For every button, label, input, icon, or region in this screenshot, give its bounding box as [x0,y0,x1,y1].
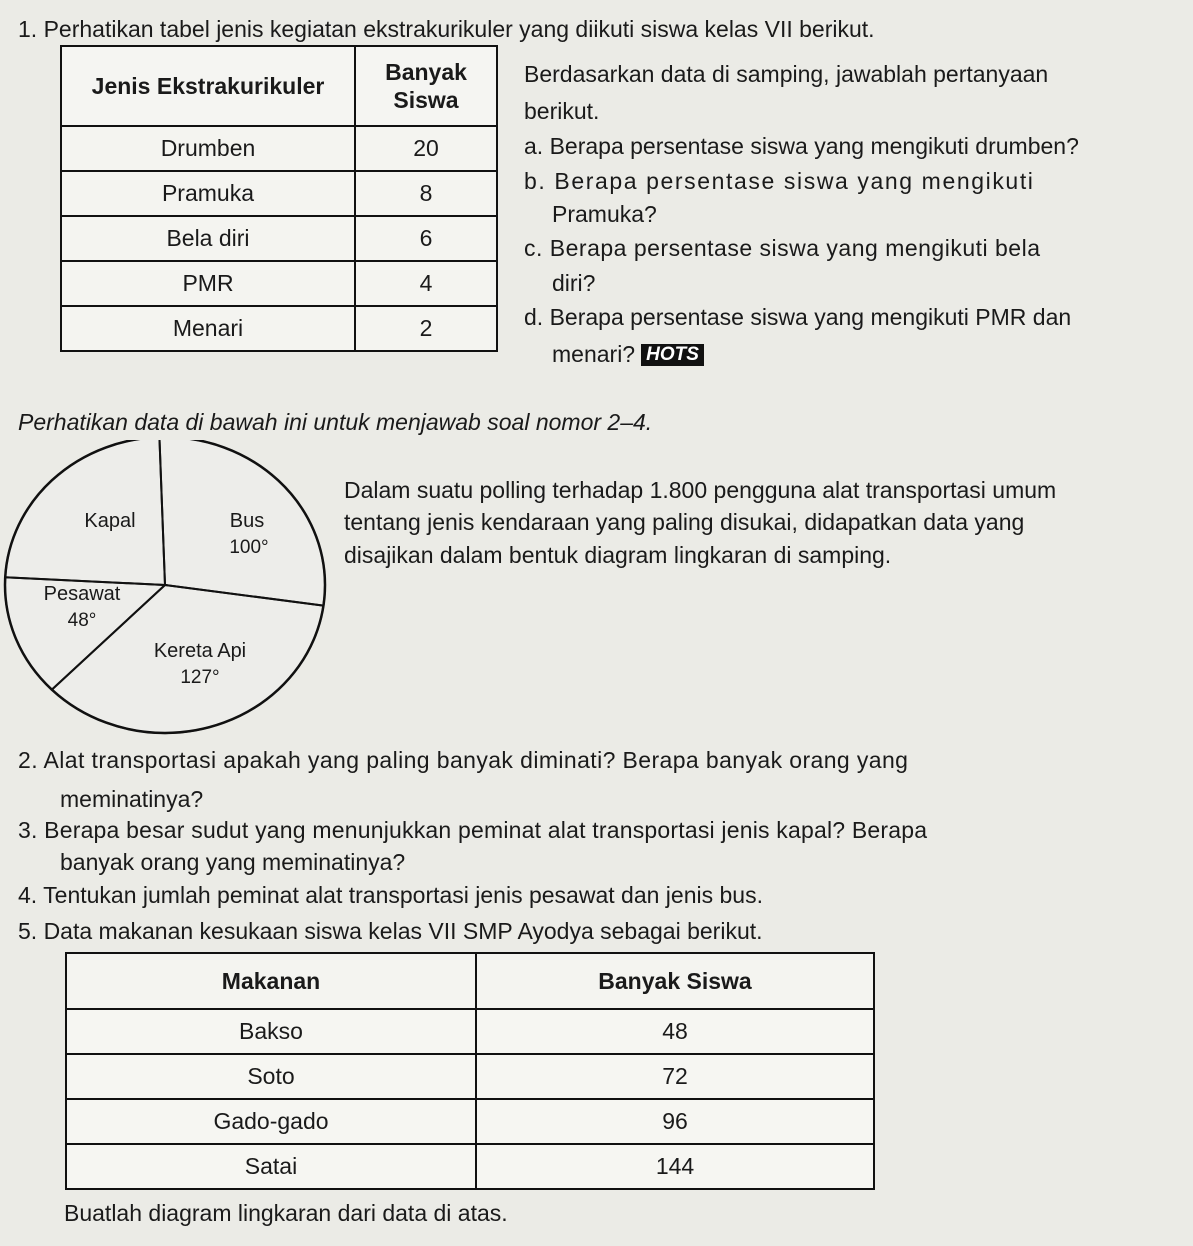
table-row [66,1144,874,1189]
q1-part-c-line2: diri? [552,270,596,296]
table-cell: Menari [61,306,355,351]
pie-label: Kereta Api [153,640,247,662]
table-cell: Pramuka [61,171,355,216]
table-cell: 2 [355,306,497,351]
pie-description-line3: disajikan dalam bentuk diagram lingkaran di samping. [344,542,892,568]
table-header-jenis: Jenis Ekstrakurikuler [61,46,355,126]
food-table [65,952,875,1190]
table-row [61,126,497,171]
table-header-row [66,953,874,1009]
table-cell: Drumben [61,126,355,171]
table-cell: 6 [355,216,497,261]
pie-description-line1: Dalam suatu polling terhadap 1.800 pengguna alat transportasi umum [344,477,1057,503]
table-cell: 48 [476,1009,874,1054]
pie-label: Kapal [84,510,136,532]
table-cell: 4 [355,261,497,306]
q1-instruction-line2: berikut. [524,98,600,124]
table-cell: Satai [66,1144,476,1189]
table-cell: Bakso [66,1009,476,1054]
table-row [61,171,497,216]
pie-angle-label: 127° [180,667,220,688]
q1-part-d-text: menari? [552,341,636,367]
pie-angle-label: 48° [67,610,97,631]
table-cell: 8 [355,171,497,216]
pie-angle-label: 100° [229,537,269,558]
table-row [66,1009,874,1054]
table-row [66,1099,874,1144]
table-header-banyak: Banyak Siswa [476,953,874,1009]
q1-intro-text: Perhatikan tabel jenis kegiatan ekstrakurikuler yang diikuti siswa kelas VII berikut. [43,16,875,42]
hots-badge: HOTS [641,344,704,366]
table-row [66,1054,874,1099]
q1-part-d-line2 [552,339,704,369]
q3-line1: 3. Berapa besar sudut yang menunjukkan peminat alat transportasi jenis kapal? Berapa [18,817,928,843]
q2-line2: meminatinya? [60,786,204,812]
q1-instruction-line1: Berdasarkan data di samping, jawablah pertanyaan [524,61,1049,87]
table-cell: 96 [476,1099,874,1144]
table-header-row [61,46,497,126]
table-cell: 20 [355,126,497,171]
table-header-banyak: Banyak Siswa [355,46,497,126]
q1-number: 1. [18,16,38,42]
transport-pie-chart [0,440,335,745]
q1-intro [18,14,875,44]
q1-part-a: a. Berapa persentase siswa yang mengikuti drumben? [524,133,1079,159]
q1-part-b-line2: Pramuka? [552,201,657,227]
q4-line1: 4. Tentukan jumlah peminat alat transportasi jenis pesawat dan jenis bus. [18,882,763,908]
q1-part-c-line1: c. Berapa persentase siswa yang mengikuti bela [524,235,1041,261]
table-row [61,306,497,351]
q5-closing: Buatlah diagram lingkaran dari data di atas. [64,1200,508,1226]
table-cell: Soto [66,1054,476,1099]
pie-label: Bus [229,510,265,532]
table-cell: Gado-gado [66,1099,476,1144]
table-cell: PMR [61,261,355,306]
pie-label: Pesawat [43,583,121,605]
table-cell: Bela diri [61,216,355,261]
pie-description-line2: tentang jenis kendaraan yang paling disukai, didapatkan data yang [344,509,1025,535]
instruction-2-4: Perhatikan data di bawah ini untuk menjawab soal nomor 2–4. [18,409,653,435]
q1-part-d-line1: d. Berapa persentase siswa yang mengikuti PMR dan [524,304,1072,330]
q1-part-b-line1: b. Berapa persentase siswa yang mengikuti [524,168,1035,194]
table-header-makanan: Makanan [66,953,476,1009]
table-cell: 144 [476,1144,874,1189]
q5-line1: 5. Data makanan kesukaan siswa kelas VII SMP Ayodya sebagai berikut. [18,918,763,944]
q2-line1: 2. Alat transportasi apakah yang paling banyak diminati? Berapa banyak orang yang [18,747,909,773]
table-row [61,216,497,261]
extracurricular-table [60,45,498,352]
table-cell: 72 [476,1054,874,1099]
table-row [61,261,497,306]
q3-line2: banyak orang yang meminatinya? [60,849,406,875]
